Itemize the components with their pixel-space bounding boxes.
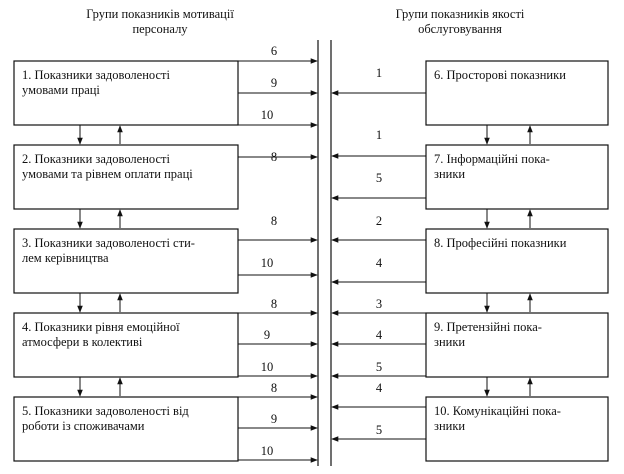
- arrow-left-label-2: 9: [270, 76, 278, 90]
- header-right-line1: Групи показників якості: [395, 7, 525, 21]
- right-box-8: [426, 229, 608, 293]
- right-box-8-line1: 8. Професійні показники: [434, 236, 567, 250]
- left-box-1-line1: 1. Показники задоволеності: [22, 68, 170, 82]
- header-left-line2: персоналу: [132, 22, 188, 36]
- arrow-left-label-8: 9: [263, 328, 271, 342]
- header-left-line1: Групи показників мотивації: [86, 7, 234, 21]
- arrow-right-label-5: 4: [375, 256, 383, 270]
- left-box-1-line2: умовами праці: [22, 83, 100, 97]
- left-box-3-line1: 3. Показники задоволеності сти-: [22, 236, 195, 250]
- left-box-3: [14, 229, 238, 293]
- left-box-4-line2: атмосфери в колективі: [22, 335, 143, 349]
- left-box-4-line1: 4. Показники рівня емоційної: [22, 320, 180, 334]
- right-box-6: [426, 61, 608, 125]
- arrow-left-label-11: 9: [270, 412, 278, 426]
- left-box-2: [14, 145, 238, 209]
- arrow-right-label-2: 1: [375, 128, 383, 142]
- left-box-3-line2: лем керівництва: [22, 251, 109, 265]
- left-box-5: [14, 397, 238, 461]
- right-box-7-line1: 7. Інформаційні пока-: [434, 152, 550, 166]
- right-box-9: [426, 313, 608, 377]
- arrow-left-label-4: 8: [270, 150, 278, 164]
- header-right-line2: обслуговування: [418, 22, 502, 36]
- left-box-4: [14, 313, 238, 377]
- arrow-left-label-12: 10: [260, 444, 274, 458]
- arrow-right-label-6: 3: [375, 297, 383, 311]
- arrow-right-label-7: 4: [375, 328, 383, 342]
- arrow-right-label-10: 5: [375, 423, 383, 437]
- left-box-5-line1: 5. Показники задоволеності від: [22, 404, 189, 418]
- arrow-left-label-3: 10: [260, 108, 274, 122]
- arrow-left-label-5: 8: [270, 214, 278, 228]
- arrow-left-label-10: 8: [270, 381, 278, 395]
- arrow-right-label-1: 1: [375, 66, 383, 80]
- arrow-right-label-3: 5: [375, 171, 383, 185]
- left-box-2-line1: 2. Показники задоволеності: [22, 152, 170, 166]
- arrow-right-label-9: 4: [375, 381, 383, 395]
- arrow-right-label-8: 5: [375, 360, 383, 374]
- right-box-10-line1: 10. Комунікаційні пока-: [434, 404, 561, 418]
- arrow-left-label-6: 10: [260, 256, 274, 270]
- right-box-7-line2: зники: [434, 167, 466, 181]
- left-arrows: [238, 44, 317, 460]
- left-box-5-line2: роботи із споживачами: [22, 419, 145, 433]
- arrow-left-label-7: 8: [270, 297, 278, 311]
- right-box-9-line1: 9. Претензійні пока-: [434, 320, 542, 334]
- right-box-7: [426, 145, 608, 209]
- right-arrows: [332, 66, 426, 439]
- right-box-10: [426, 397, 608, 461]
- right-box-6-line1: 6. Просторові показники: [434, 68, 566, 82]
- right-box-9-line2: зники: [434, 335, 466, 349]
- arrow-left-label-9: 10: [260, 360, 274, 374]
- arrow-left-label-1: 6: [270, 44, 278, 58]
- arrow-right-label-4: 2: [375, 214, 383, 228]
- left-box-1: [14, 61, 238, 125]
- right-box-10-line2: зники: [434, 419, 466, 433]
- left-box-2-line2: умовами та рівнем оплати праці: [22, 167, 193, 181]
